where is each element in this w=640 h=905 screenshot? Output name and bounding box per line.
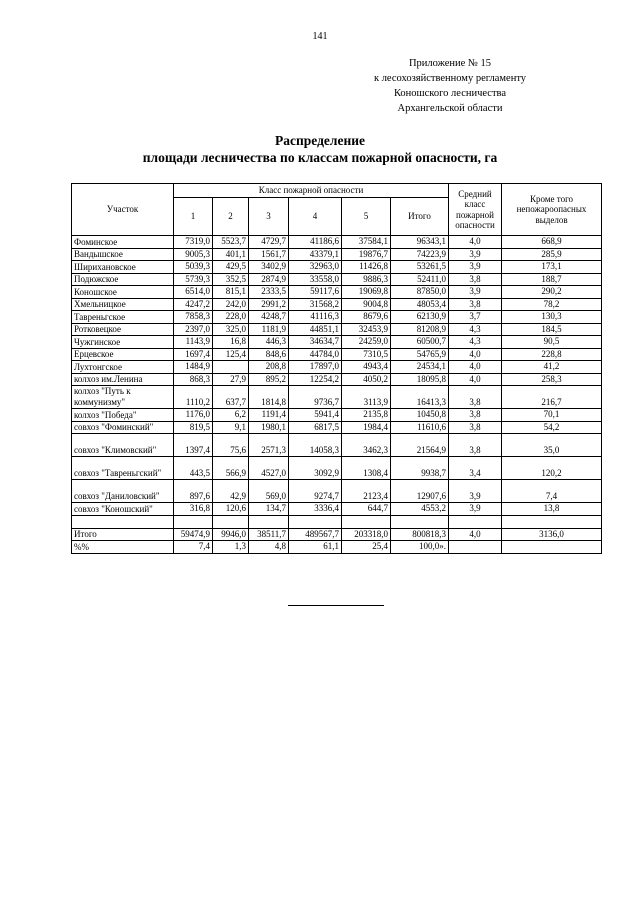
table-row (72, 386, 602, 409)
cell-total: 800818,3 (391, 528, 449, 541)
cell-c2 (213, 361, 249, 374)
cell-c5: 8679,6 (342, 311, 391, 324)
cell-total: 62130,9 (391, 311, 449, 324)
cell-c2: 228,0 (213, 311, 249, 324)
table-row (72, 336, 602, 349)
cell-c4: 33558,0 (289, 273, 342, 286)
cell-c3: 1980,1 (249, 421, 289, 434)
cell-avg: 3,8 (449, 409, 502, 422)
cell-c5: 3113,9 (342, 386, 391, 409)
cell-c1: 9005,3 (174, 248, 213, 261)
title-line: Распределение (274, 133, 366, 148)
cell-extra: 173,1 (502, 261, 602, 274)
cell-c3: 2874,9 (249, 273, 289, 286)
cell-c2: 120,6 (213, 503, 249, 516)
cell-c1: 6514,0 (174, 286, 213, 299)
cell-extra: 120,2 (502, 457, 602, 480)
page-number: 141 (312, 31, 328, 42)
cell-c2: 9,1 (213, 421, 249, 434)
cell-c2: 429,5 (213, 261, 249, 274)
cell-extra: 3136,0 (502, 528, 602, 541)
cell-c2: 1,3 (213, 541, 249, 554)
cell-avg: 3,9 (449, 503, 502, 516)
appendix-line: к лесохозяйственному регламенту (373, 73, 527, 84)
table-row (72, 348, 602, 361)
cell-c3: 569,0 (249, 480, 289, 503)
cell-c4: 41186,6 (289, 236, 342, 249)
cell-total: 48053,4 (391, 298, 449, 311)
cell-avg: 3,8 (449, 386, 502, 409)
row-area-name: совхоз "Коношский" (72, 503, 174, 516)
cell-extra (502, 541, 602, 554)
cell-c3: 1561,7 (249, 248, 289, 261)
header-class: 3 (249, 198, 289, 236)
cell-total: 74223,9 (391, 248, 449, 261)
cell-avg: 3,4 (449, 457, 502, 480)
cell-extra: 13,8 (502, 503, 602, 516)
cell-c3: 446,3 (249, 336, 289, 349)
cell-c3: 134,7 (249, 503, 289, 516)
header-class: 2 (213, 198, 249, 236)
cell-avg: 4,0 (449, 348, 502, 361)
cell-total: 4553,2 (391, 503, 449, 516)
table-row (72, 286, 602, 299)
header-class: Итого (391, 198, 449, 236)
appendix-line: Архангельской области (397, 103, 503, 114)
cell-c5: 4050,2 (342, 373, 391, 386)
cell-c1: 5739,3 (174, 273, 213, 286)
cell-c1: 819,5 (174, 421, 213, 434)
cell-c2: 242,0 (213, 298, 249, 311)
header-avg-class: Средний класс пожарной опасности (449, 184, 502, 236)
cell-avg: 4,0 (449, 361, 502, 374)
cell-c2: 325,0 (213, 323, 249, 336)
document-title (0, 132, 640, 166)
header-class: 1 (174, 198, 213, 236)
cell-total: 18095,8 (391, 373, 449, 386)
cell-total: 53261,5 (391, 261, 449, 274)
cell-c4: 43379,1 (289, 248, 342, 261)
cell-c2: 75,6 (213, 434, 249, 457)
cell-c2: 125,4 (213, 348, 249, 361)
cell-extra: 78,2 (502, 298, 602, 311)
cell-c3: 2333,5 (249, 286, 289, 299)
cell-c4: 3092,9 (289, 457, 342, 480)
row-area-name: колхоз "Путь к коммунизму" (72, 386, 174, 409)
cell-c2: 815,1 (213, 286, 249, 299)
title-line: площади лесничества по классам пожарной опасности, га (142, 150, 498, 165)
cell-c2: 352,5 (213, 273, 249, 286)
cell-avg: 3,8 (449, 298, 502, 311)
cell-extra: 290,2 (502, 286, 602, 299)
row-area-name: Ротковецкое (72, 323, 174, 336)
cell-avg: 3,9 (449, 248, 502, 261)
cell-c4: 59117,6 (289, 286, 342, 299)
appendix-line: Приложение № 15 (408, 58, 492, 69)
cell-c1: 2397,0 (174, 323, 213, 336)
cell-c3: 1191,4 (249, 409, 289, 422)
cell-total: 10450,8 (391, 409, 449, 422)
cell-c5: 7310,5 (342, 348, 391, 361)
cell-c4: 34634,7 (289, 336, 342, 349)
cell-avg (449, 515, 502, 528)
cell-avg: 4,0 (449, 528, 502, 541)
cell-c3 (249, 515, 289, 528)
cell-c5: 19876,7 (342, 248, 391, 261)
row-area-name: Лухтонгское (72, 361, 174, 374)
cell-extra: 70,1 (502, 409, 602, 422)
cell-avg: 4,0 (449, 373, 502, 386)
appendix-line: Коношского лесничества (393, 88, 507, 99)
cell-c2: 5523,7 (213, 236, 249, 249)
cell-total: 54765,9 (391, 348, 449, 361)
cell-total: 21564,9 (391, 434, 449, 457)
cell-avg: 4,3 (449, 323, 502, 336)
cell-c5: 25,4 (342, 541, 391, 554)
cell-c1: 4247,2 (174, 298, 213, 311)
row-area-name: Шириxановское (72, 261, 174, 274)
cell-c4: 44851,1 (289, 323, 342, 336)
cell-c5: 19069,8 (342, 286, 391, 299)
cell-c5: 24259,0 (342, 336, 391, 349)
cell-c1: 1697,4 (174, 348, 213, 361)
cell-c3: 4729,7 (249, 236, 289, 249)
cell-c2: 42,9 (213, 480, 249, 503)
cell-c1: 868,3 (174, 373, 213, 386)
cell-c1: 7858,3 (174, 311, 213, 324)
appendix-heading (330, 56, 570, 116)
cell-c1: 1397,4 (174, 434, 213, 457)
cell-c3: 38511,7 (249, 528, 289, 541)
row-area-name: %% (72, 541, 174, 554)
cell-c2: 6,2 (213, 409, 249, 422)
cell-c2: 27,9 (213, 373, 249, 386)
cell-c3: 208,8 (249, 361, 289, 374)
cell-c5: 644,7 (342, 503, 391, 516)
cell-c4: 44784,0 (289, 348, 342, 361)
cell-c5: 11426,8 (342, 261, 391, 274)
header-area: Участок (72, 184, 174, 236)
cell-c4: 9736,7 (289, 386, 342, 409)
cell-c4 (289, 515, 342, 528)
cell-c1 (174, 515, 213, 528)
row-area-name: Вандышское (72, 248, 174, 261)
cell-c2: 401,1 (213, 248, 249, 261)
cell-c5: 2123,4 (342, 480, 391, 503)
cell-c4: 9274,7 (289, 480, 342, 503)
cell-avg: 3,9 (449, 261, 502, 274)
cell-avg: 4,3 (449, 336, 502, 349)
row-area-name: Фоминское (72, 236, 174, 249)
row-area-name: колхоз "Победа" (72, 409, 174, 422)
cell-c1: 1484,9 (174, 361, 213, 374)
cell-c4: 41116,3 (289, 311, 342, 324)
cell-total: 9938,7 (391, 457, 449, 480)
cell-c4: 17897,0 (289, 361, 342, 374)
table-row (72, 373, 602, 386)
table-row (72, 421, 602, 434)
cell-total: 24534,1 (391, 361, 449, 374)
cell-avg (449, 541, 502, 554)
cell-total: 60500,7 (391, 336, 449, 349)
cell-c3: 3402,9 (249, 261, 289, 274)
cell-c3: 1181,9 (249, 323, 289, 336)
cell-avg: 4,0 (449, 236, 502, 249)
cell-c4: 5941,4 (289, 409, 342, 422)
table-row (72, 480, 602, 503)
table-row (72, 323, 602, 336)
cell-extra: 285,9 (502, 248, 602, 261)
cell-c5: 2135,8 (342, 409, 391, 422)
cell-c4: 31568,2 (289, 298, 342, 311)
cell-extra: 54,2 (502, 421, 602, 434)
cell-total: 12907,6 (391, 480, 449, 503)
cell-avg: 3,9 (449, 286, 502, 299)
cell-c4: 32963,0 (289, 261, 342, 274)
cell-avg: 3,9 (449, 480, 502, 503)
cell-extra: 7,4 (502, 480, 602, 503)
cell-c1: 316,8 (174, 503, 213, 516)
cell-c4: 6817,5 (289, 421, 342, 434)
cell-extra (502, 515, 602, 528)
table-row (72, 503, 602, 516)
header-fire-class-group: Класс пожарной опасности (174, 184, 449, 198)
cell-c1: 7319,0 (174, 236, 213, 249)
cell-c2: 637,7 (213, 386, 249, 409)
cell-c3: 2991,2 (249, 298, 289, 311)
cell-c1: 1143,9 (174, 336, 213, 349)
row-area-name: совхоз "Фоминский" (72, 421, 174, 434)
table-row (72, 434, 602, 457)
table-row (72, 248, 602, 261)
table-row (72, 311, 602, 324)
table-row (72, 236, 602, 249)
cell-c5 (342, 515, 391, 528)
cell-c3: 4248,7 (249, 311, 289, 324)
cell-c1: 59474,9 (174, 528, 213, 541)
cell-c2: 9946,0 (213, 528, 249, 541)
end-rule (288, 605, 384, 606)
cell-c3: 2571,3 (249, 434, 289, 457)
cell-c1: 5039,3 (174, 261, 213, 274)
cell-avg: 3,8 (449, 434, 502, 457)
cell-total: 52411,0 (391, 273, 449, 286)
cell-c2: 566,9 (213, 457, 249, 480)
row-area-name: совхоз "Тавреньгский" (72, 457, 174, 480)
row-area-name: Хмельницкое (72, 298, 174, 311)
cell-c5: 9886,3 (342, 273, 391, 286)
cell-c1: 443,5 (174, 457, 213, 480)
row-area-name: Тавреньгское (72, 311, 174, 324)
table-row (72, 361, 602, 374)
cell-c3: 4,8 (249, 541, 289, 554)
cell-c5: 1984,4 (342, 421, 391, 434)
table-row (72, 273, 602, 286)
cell-c5: 37584,1 (342, 236, 391, 249)
header-class: 5 (342, 198, 391, 236)
cell-c4: 61,1 (289, 541, 342, 554)
cell-extra: 258,3 (502, 373, 602, 386)
header-non-fire: Кроме того непожароопасных выделов (502, 184, 602, 236)
cell-total: 96343,1 (391, 236, 449, 249)
cell-c5: 203318,0 (342, 528, 391, 541)
cell-c1: 7,4 (174, 541, 213, 554)
cell-total: 11610,6 (391, 421, 449, 434)
cell-avg: 3,7 (449, 311, 502, 324)
row-area-name: Ерцевское (72, 348, 174, 361)
cell-extra: 188,7 (502, 273, 602, 286)
cell-extra: 668,9 (502, 236, 602, 249)
cell-c5: 9004,8 (342, 298, 391, 311)
cell-extra: 35,0 (502, 434, 602, 457)
cell-c2 (213, 515, 249, 528)
cell-c5: 4943,4 (342, 361, 391, 374)
cell-c4: 12254,2 (289, 373, 342, 386)
table-row (72, 457, 602, 480)
cell-c3: 4527,0 (249, 457, 289, 480)
header-class: 4 (289, 198, 342, 236)
cell-total (391, 515, 449, 528)
cell-avg: 3,8 (449, 273, 502, 286)
cell-extra: 41,2 (502, 361, 602, 374)
cell-c5: 32453,9 (342, 323, 391, 336)
table-row (72, 261, 602, 274)
cell-avg: 3,8 (449, 421, 502, 434)
cell-extra: 90,5 (502, 336, 602, 349)
cell-c4: 3336,4 (289, 503, 342, 516)
row-area-name: Чужгинское (72, 336, 174, 349)
row-area-name: совхоз "Климовский" (72, 434, 174, 457)
cell-total: 87850,0 (391, 286, 449, 299)
row-area-name: Итого (72, 528, 174, 541)
cell-c3: 1814,8 (249, 386, 289, 409)
table-row (72, 528, 602, 541)
row-area-name: колхоз им.Ленина (72, 373, 174, 386)
fire-class-table (71, 183, 602, 554)
table-row (72, 409, 602, 422)
cell-c2: 16,8 (213, 336, 249, 349)
row-area-name (72, 515, 174, 528)
row-area-name: Коношское (72, 286, 174, 299)
cell-c1: 1110,2 (174, 386, 213, 409)
row-area-name: совхоз "Даниловский" (72, 480, 174, 503)
table-row (72, 298, 602, 311)
cell-extra: 130,3 (502, 311, 602, 324)
row-area-name: Подюжское (72, 273, 174, 286)
cell-c1: 897,6 (174, 480, 213, 503)
cell-c4: 489567,7 (289, 528, 342, 541)
cell-extra: 184,5 (502, 323, 602, 336)
cell-extra: 216,7 (502, 386, 602, 409)
cell-total: 81208,9 (391, 323, 449, 336)
cell-c3: 895,2 (249, 373, 289, 386)
cell-total: 100,0». (391, 541, 449, 554)
table-row (72, 515, 602, 528)
cell-c4: 14058,3 (289, 434, 342, 457)
cell-c3: 848,6 (249, 348, 289, 361)
table-row (72, 541, 602, 554)
cell-c1: 1176,0 (174, 409, 213, 422)
cell-c5: 3462,3 (342, 434, 391, 457)
cell-extra: 228,8 (502, 348, 602, 361)
cell-c5: 1308,4 (342, 457, 391, 480)
cell-total: 16413,3 (391, 386, 449, 409)
